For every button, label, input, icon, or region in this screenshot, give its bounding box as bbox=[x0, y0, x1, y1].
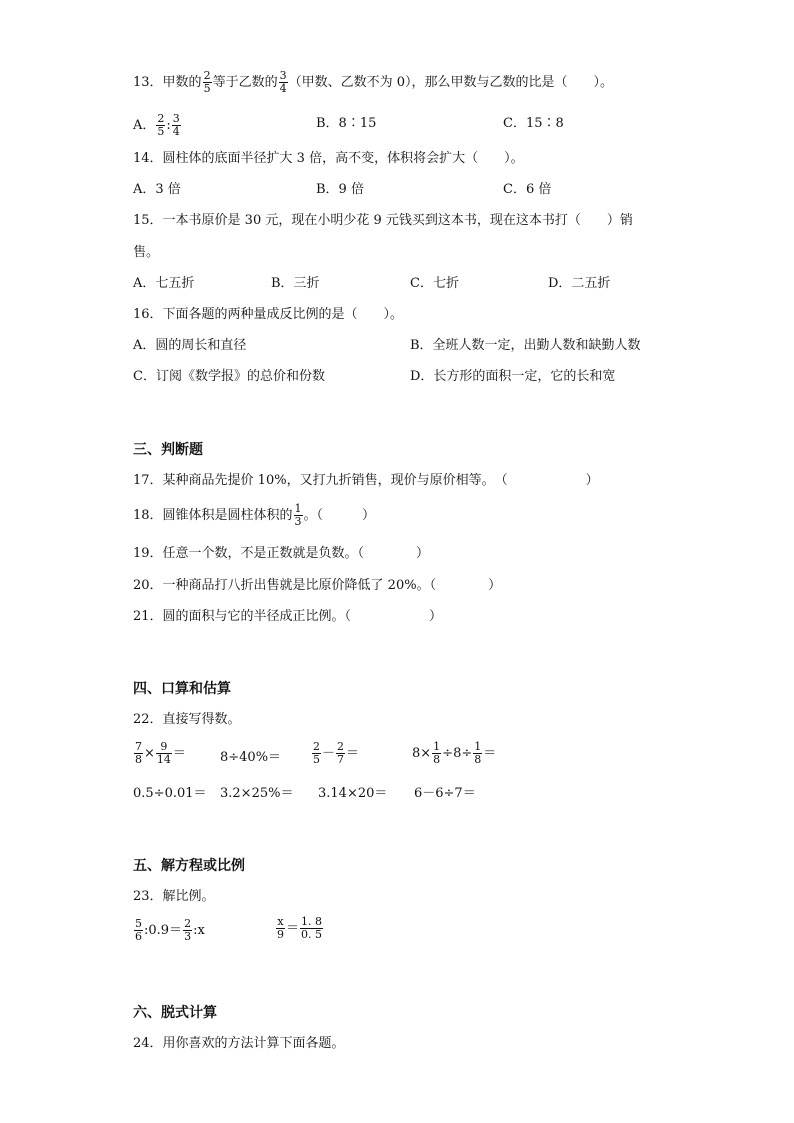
numerator: 1 bbox=[294, 502, 302, 515]
calc-item bbox=[311, 741, 359, 766]
denominator: 4 bbox=[172, 125, 180, 138]
option-c: C．七折 bbox=[410, 276, 459, 291]
numerator: 2 bbox=[184, 917, 192, 930]
denominator: 0. 5 bbox=[301, 928, 323, 941]
option-c: C．15∶8 bbox=[503, 116, 564, 131]
option-d: D．二五折 bbox=[548, 276, 611, 291]
numerator: 2 bbox=[313, 740, 320, 753]
denominator: 7 bbox=[337, 753, 345, 766]
option-a: A．圆的周长和直径 bbox=[133, 338, 247, 353]
numerator: 5 bbox=[135, 917, 142, 930]
numerator: 2 bbox=[157, 112, 165, 125]
calc-item: 6－6÷7＝ bbox=[414, 786, 476, 801]
question-19: 19．任意一个数，不是正数就是负数。（ ） bbox=[133, 546, 430, 561]
question-14: 14．圆柱体的底面半径扩大 3 倍，高不变，体积将会扩大（ ）。 bbox=[133, 151, 524, 166]
question-text: 等于乙数的 bbox=[212, 75, 278, 90]
fraction bbox=[156, 741, 172, 766]
option-c: C．6 倍 bbox=[503, 182, 552, 197]
numerator: 1 bbox=[433, 740, 441, 753]
equals: ＝ bbox=[483, 746, 497, 761]
numerator: 2 bbox=[203, 69, 211, 82]
question-20: 20．一种商品打八折出售就是比原价降低了 20%。（ ） bbox=[133, 578, 502, 593]
numerator: 7 bbox=[135, 740, 142, 753]
question-text: （甲数、乙数不为 0），那么甲数与乙数的比是（ ）。 bbox=[288, 75, 613, 90]
option-b: B．三折 bbox=[271, 276, 320, 291]
equals: ＝ bbox=[172, 746, 186, 761]
option-a: A．七五折 bbox=[133, 276, 195, 291]
denominator: 9 bbox=[277, 928, 284, 941]
proportion-item bbox=[275, 916, 324, 941]
numerator: 9 bbox=[156, 741, 172, 754]
equals: ＝ bbox=[286, 921, 300, 936]
question-16: 16．下面各题的两种量成反比例的是（ ）。 bbox=[133, 307, 404, 322]
section-heading: 三、判断题 bbox=[133, 442, 203, 458]
denominator: 5 bbox=[203, 82, 211, 95]
fraction bbox=[183, 918, 192, 943]
operator: × bbox=[144, 746, 155, 761]
expression-text: :x bbox=[193, 923, 205, 938]
question-text: 18．圆锥体积是圆柱体积的 bbox=[133, 508, 293, 523]
section-heading: 五、解方程或比例 bbox=[133, 858, 245, 874]
numerator: 1. 8 bbox=[301, 915, 323, 928]
option-c: C．订阅《数学报》的总价和份数 bbox=[133, 369, 325, 384]
option-label: A． bbox=[133, 118, 156, 133]
fraction bbox=[336, 741, 345, 766]
denominator: 3 bbox=[184, 930, 192, 943]
calc-item: 0.5÷0.01＝ bbox=[133, 786, 207, 801]
fraction bbox=[294, 503, 303, 528]
denominator: 5 bbox=[157, 125, 165, 138]
operator: － bbox=[322, 746, 336, 761]
fraction bbox=[134, 918, 143, 943]
fraction bbox=[300, 916, 323, 941]
fraction bbox=[134, 741, 143, 766]
question-17: 17．某种商品先提价 10%，又打九折销售，现价与原价相等。 （ ） bbox=[133, 473, 599, 488]
section-heading: 四、口算和估算 bbox=[133, 681, 231, 697]
denominator: 8 bbox=[135, 753, 142, 766]
calc-item bbox=[133, 741, 186, 766]
question-21: 21．圆的面积与它的半径成正比例。（ ） bbox=[133, 609, 443, 624]
numerator: 3 bbox=[279, 69, 287, 82]
expression-text: 8× bbox=[412, 746, 432, 761]
fraction bbox=[312, 741, 321, 766]
fraction bbox=[279, 70, 288, 95]
denominator: 4 bbox=[279, 82, 287, 95]
numerator: 3 bbox=[172, 112, 180, 125]
expression-text: ÷8÷ bbox=[442, 746, 473, 761]
option-a bbox=[133, 113, 182, 138]
fraction bbox=[156, 113, 165, 138]
option-b: B．9 倍 bbox=[316, 182, 364, 197]
section-heading: 六、脱式计算 bbox=[133, 1005, 217, 1021]
fraction bbox=[276, 916, 285, 941]
option-b: B．8∶15 bbox=[316, 116, 377, 131]
question-22: 22．直接写得数。 bbox=[133, 712, 241, 727]
fraction bbox=[473, 741, 482, 766]
expression-text: :0.9＝ bbox=[144, 923, 183, 938]
question-15-cont: 售。 bbox=[133, 245, 160, 260]
fraction bbox=[172, 113, 181, 138]
question-18 bbox=[133, 503, 375, 528]
denominator: 5 bbox=[313, 753, 320, 766]
fraction bbox=[203, 70, 212, 95]
numerator: 1 bbox=[474, 740, 482, 753]
ratio-separator: : bbox=[166, 118, 171, 133]
denominator: 8 bbox=[474, 753, 482, 766]
numerator: 2 bbox=[337, 740, 345, 753]
question-23: 23．解比例。 bbox=[133, 889, 215, 904]
option-b: B．全班人数一定，出勤人数和缺勤人数 bbox=[410, 338, 641, 353]
question-13 bbox=[133, 70, 613, 95]
denominator: 8 bbox=[433, 753, 441, 766]
option-a: A．3 倍 bbox=[133, 182, 181, 197]
question-number: 13． bbox=[133, 75, 163, 90]
question-24: 24．用你喜欢的方法计算下面各题。 bbox=[133, 1036, 345, 1051]
calc-item: 3.14×20＝ bbox=[318, 786, 388, 801]
fraction bbox=[432, 741, 441, 766]
denominator: 6 bbox=[135, 930, 142, 943]
option-d: D．长方形的面积一定，它的长和宽 bbox=[410, 369, 616, 384]
denominator: 14 bbox=[156, 753, 171, 766]
question-text: 。（ ） bbox=[303, 508, 376, 523]
calc-item: 8÷40%＝ bbox=[220, 750, 282, 765]
calc-item: 3.2×25%＝ bbox=[220, 786, 294, 801]
numerator: x bbox=[277, 915, 284, 928]
question-text: 甲数的 bbox=[162, 75, 202, 90]
proportion-item bbox=[133, 918, 205, 943]
denominator: 3 bbox=[294, 515, 302, 528]
question-15: 15．一本书原价是 30 元，现在小明少花 9 元钱买到这本书，现在这本书打（ ）销 bbox=[133, 213, 633, 228]
equals: ＝ bbox=[346, 746, 360, 761]
calc-item bbox=[412, 741, 496, 766]
